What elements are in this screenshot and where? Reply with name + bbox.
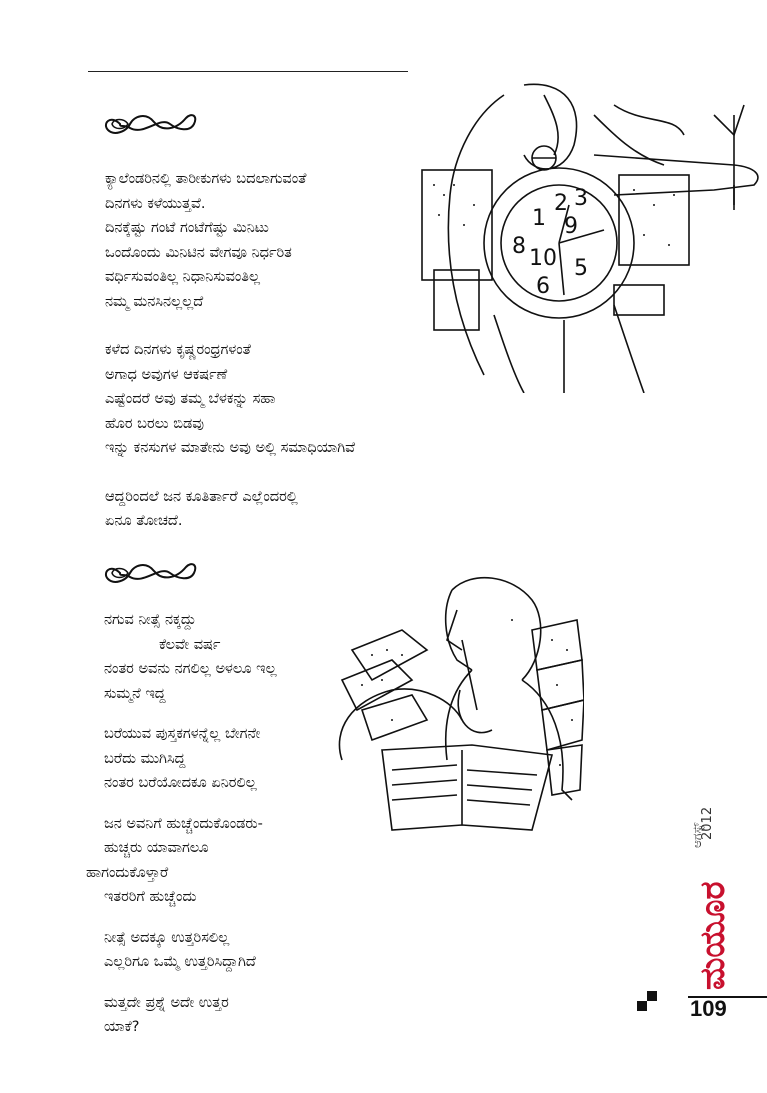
poem-line: ನಂತರ ಅವನು ನಗಲಿಲ್ಲ ಅಳಲೂ ಇಲ್ಲ [104,661,277,677]
svg-text:8: 8 [512,234,526,259]
poem-line: ಕ್ಯಾಲೆಂಡರಿನಲ್ಲಿ ತಾರೀಕುಗಳು ಬದಲಾಗುವಂತೆ [105,171,307,187]
poem-two [86,608,277,1040]
poem-line: ನಮ್ಮ ಮನಸಿನಲ್ಲಲ್ಲದೆ [105,293,204,310]
poem-line: ವರ್ಧಿಸುವಂತಿಲ್ಲ ನಿಧಾನಿಸುವಂತಿಲ್ಲ [105,269,261,285]
poem-line: ನೀತ್ಸೆ ಅದಕ್ಕೂ ಉತ್ತರಿಸಲಿಲ್ಲ [104,929,230,946]
svg-text:9: 9 [564,214,578,239]
poem-line: ಅಗಾಧ ಅವುಗಳ ಆಕರ್ಷಣೆ [105,366,228,383]
poem-line: ಒಂದೊಂದು ಮಿನಿಟಿನ ವೇಗವೂ ನಿರ್ಧರಿತ [105,244,292,261]
svg-text:5: 5 [574,256,588,281]
poem-line: ಆದ್ದರಿಂದಲೆ ಜನ ಕೂತಿರ್ತಾರೆ ಎಲ್ಲೆಂದರಲ್ಲಿ [105,488,298,505]
poem-line: ಯಾಕೆ? [104,1019,140,1035]
poem-line: ಎಷ್ಟೆಂದರೆ ಅವು ತಮ್ಮ ಬೆಳಕನ್ನು ಸಹಾ [105,391,276,407]
poem-line: ಜನ ಅವನಿಗೆ ಹುಚ್ಚೆಂದುಕೊಂಡರು- [104,815,263,832]
poem-line: ಇನ್ನು ಕನಸುಗಳ ಮಾತೇನು ಅವು ಅಲ್ಲಿ ಸಮಾಧಿಯಾಗಿವೆ [105,440,356,456]
poem-line: ಕೆಲವೇ ವರ್ಷ [159,636,221,653]
poem-line: ಬರೆಯುವ ಪುಸ್ತಕಗಳನ್ನೆಲ್ಲ ಬೇಗನೇ [104,726,261,742]
writer-illustration [332,560,584,842]
poem-line: ದಿನಗಳು ಕಳೆಯುತ್ತವೆ. [105,195,206,212]
svg-text:10: 10 [529,246,557,271]
poem-line: ಏನೂ ತೋಚದೆ. [105,513,183,529]
poem-line: ಹುಚ್ಚರು ಯಾವಾಗಲೂ [104,840,209,856]
poem-line: ಹಾಗಂದುಕೊಳ್ತಾರೆ [86,864,169,881]
poem-line: ಕಳೆದ ದಿನಗಳು ಕೃಷ್ಣರಂಧ್ರಗಳಂತೆ [105,342,251,358]
svg-text:3: 3 [574,186,588,211]
poem-line: ಎಲ್ಲರಿಗೂ ಒಮ್ಮೆ ಉತ್ತರಿಸಿದ್ದಾಗಿದೆ [104,954,256,970]
poem-line: ಮತ್ತದೇ ಪ್ರಶ್ನೆ ಅದೇ ಉತ್ತರ [104,994,229,1011]
ornament-swirl-icon [100,106,200,142]
poem-line: ಬರೆದು ಮುಗಿಸಿದ್ದ [104,750,186,767]
decor-square [637,1001,647,1011]
top-rule [88,71,408,72]
poem-line: ಹೊರ ಬರಲು ಬಿಡವು [105,415,205,432]
poem-line: ನಂತರ ಬರೆಯೋದಕೂ ಏನಿರಲಿಲ್ಲ [104,775,257,791]
decor-square [647,991,657,1001]
svg-text:1: 1 [532,206,546,231]
svg-text:2: 2 [554,191,568,216]
page-number: 109 [690,996,727,1021]
magazine-title: ಮಯೂರ [693,881,733,990]
clock-illustration [414,75,767,393]
poem-line: ಸುಮ್ಮನೆ ಇದ್ದ [104,685,166,702]
ornament-swirl-icon [100,555,200,591]
poem-line: ನಗುವ ನೀತ್ಸೆ ನಕ್ಕದ್ದು [104,612,197,628]
poem-one [105,167,355,534]
svg-text:6: 6 [536,274,550,299]
issue-year: 2012 [700,806,715,840]
issue-month: ಆಗಸ್ಟ್ [690,822,704,848]
poem-line: ಇತರರಿಗೆ ಹುಚ್ಚೆಂದು [104,889,197,905]
poem-line: ದಿನಕ್ಕೆಷ್ಟು ಗಂಟೆ ಗಂಟೆಗೆಷ್ಟು ಮಿನಿಟು [105,220,269,236]
